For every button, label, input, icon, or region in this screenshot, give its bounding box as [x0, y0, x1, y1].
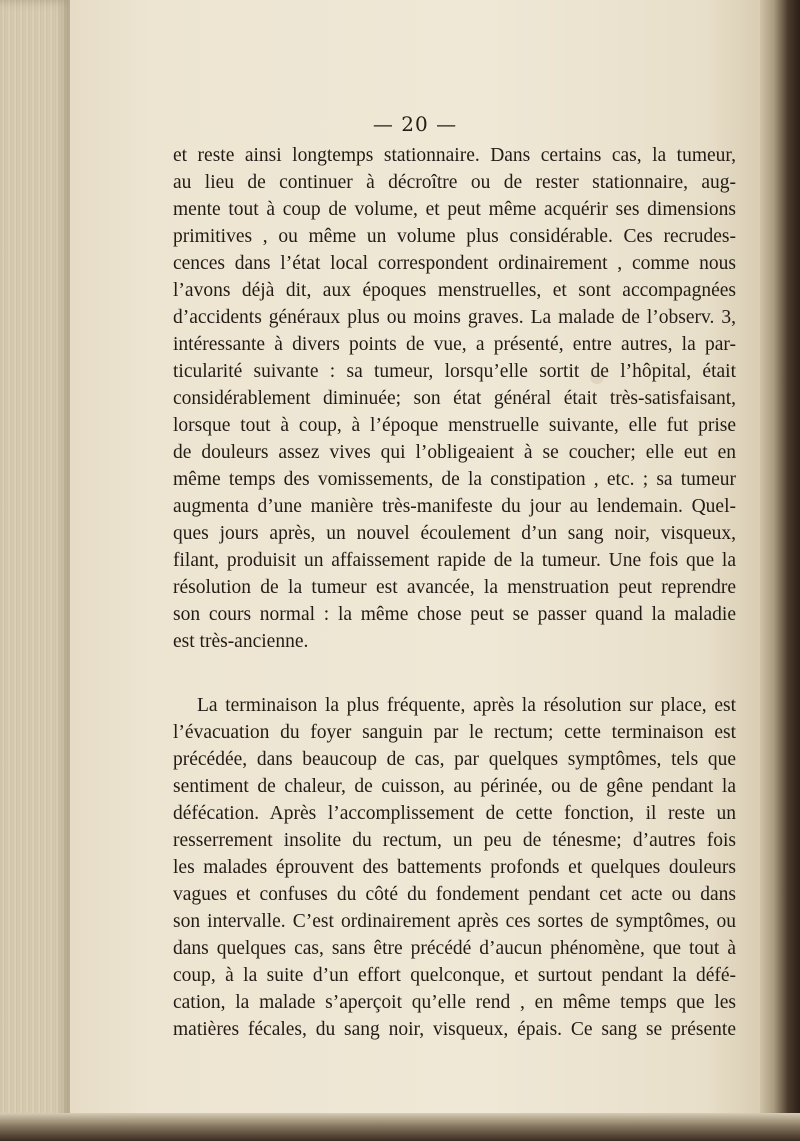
text-line: cences dans l’état local correspondent ordinairement , comme nous: [173, 253, 736, 274]
text-line: son intervalle. C’est ordinairement après ces sortes de symptômes, ou: [173, 911, 736, 932]
book-page-edges: [0, 0, 70, 1141]
text-line: augmenta d’une manière très-manifeste du jour au lendemain. Quel-: [173, 496, 736, 517]
body-text: [173, 142, 736, 1043]
text-line: mente tout à coup de volume, et peut même acquérir ses dimensions: [173, 199, 736, 220]
text-line: défécation. Après l’accomplissement de cette fonction, il reste un: [173, 803, 736, 824]
text-line: resserrement insolite du rectum, un peu de ténesme; d’autres fois: [173, 830, 736, 851]
text-line: primitives , ou même un volume plus considérable. Ces recrudes-: [173, 226, 736, 247]
text-line: même temps des vomissements, de la constipation , etc. ; sa tumeur: [173, 469, 736, 490]
book-bottom-edge: [0, 1113, 800, 1141]
text-line: sentiment de chaleur, de cuisson, au périnée, ou de gêne pendant la: [173, 776, 736, 797]
text-line: l’avons déjà dit, aux époques menstruelles, et sont accompagnées: [173, 280, 736, 301]
paragraph-1: [173, 142, 736, 655]
text-line: et reste ainsi longtemps stationnaire. Dans certains cas, la tumeur,: [173, 145, 736, 166]
text-line: vagues et confuses du côté du fondement pendant cet acte ou dans: [173, 884, 736, 905]
text-line: précédée, dans beaucoup de cas, par quelques symptômes, tels que: [173, 749, 736, 770]
text-line: ticularité suivante : sa tumeur, lorsqu’elle sortit de l’hôpital, était: [173, 361, 736, 382]
text-line: matières fécales, du sang noir, visqueux, épais. Ce sang se présente: [173, 1019, 736, 1040]
text-line: dans quelques cas, sans être précédé d’aucun phénomène, que tout à: [173, 938, 736, 959]
text-line: filant, produisit un affaissement rapide de la tumeur. Une fois que la: [173, 550, 736, 571]
text-line: intéressante à divers points de vue, a présenté, entre autres, la par-: [173, 334, 736, 355]
book-binding-shadow: [760, 0, 800, 1141]
text-line: est très-ancienne.: [173, 631, 309, 652]
text-line: au lieu de continuer à décroître ou de rester stationnaire, aug-: [173, 172, 736, 193]
text-line: ques jours après, un nouvel écoulement d’un sang noir, visqueux,: [173, 523, 736, 544]
text-line: les malades éprouvent des battements profonds et quelques douleurs: [173, 857, 736, 878]
text-line: coup, à la suite d’un effort quelconque, et surtout pendant la défé-: [173, 965, 736, 986]
page-number: — 20 —: [372, 112, 458, 136]
text-line: d’accidents généraux plus ou moins graves. La malade de l’observ. 3,: [173, 307, 736, 328]
text-line: La terminaison la plus fréquente, après la résolution sur place, est: [197, 695, 736, 716]
paragraph-gap: [173, 655, 736, 692]
text-line: l’évacuation du foyer sanguin par le rectum; cette terminaison est: [173, 722, 736, 743]
paragraph-2: [173, 692, 736, 1043]
text-line: cation, la malade s’aperçoit qu’elle rend , en même temps que les: [173, 992, 736, 1013]
text-line: résolution de la tumeur est avancée, la menstruation peut reprendre: [173, 577, 736, 598]
text-line: lorsque tout à coup, à l’époque menstruelle suivante, elle fut prise: [173, 415, 736, 436]
text-line: considérablement diminuée; son état général était très-satisfaisant,: [173, 388, 736, 409]
text-line: son cours normal : la même chose peut se passer quand la maladie: [173, 604, 736, 625]
text-line: de douleurs assez vives qui l’obligeaient à se coucher; elle eut en: [173, 442, 736, 463]
